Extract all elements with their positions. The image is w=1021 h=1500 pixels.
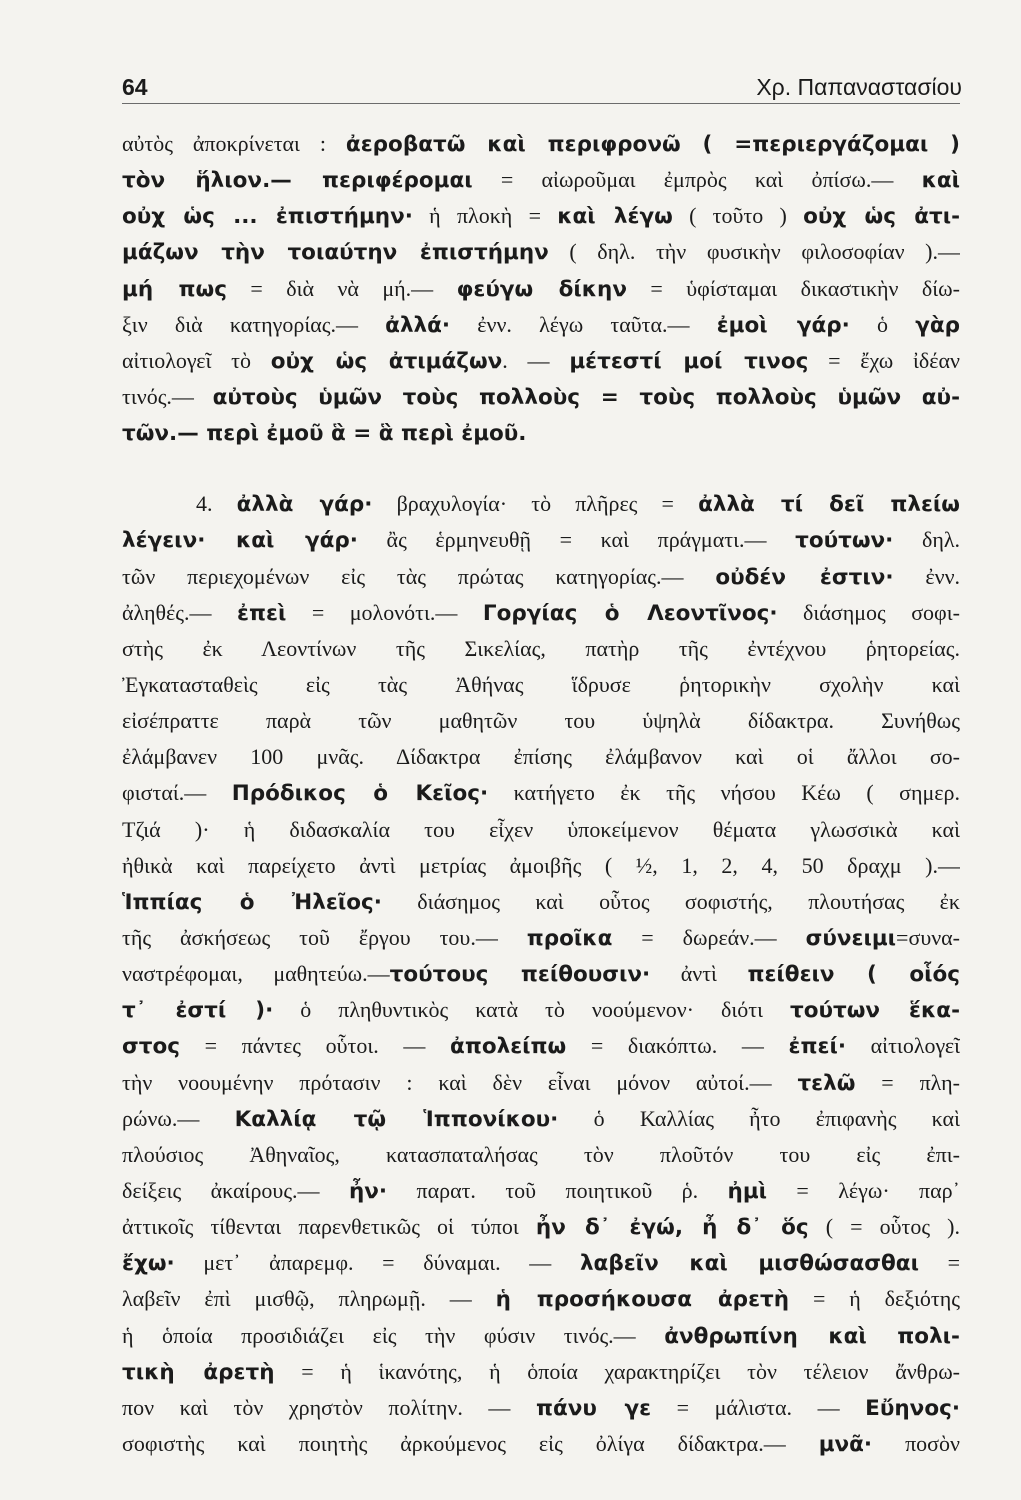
text-line (122, 1245, 960, 1281)
text-run: ἐνν. λέγω ταῦτα.— (450, 311, 717, 337)
text-run: ( τοῦτο ) (672, 203, 804, 229)
text-line (122, 1137, 960, 1173)
text-run: αὐτὸς ἀποκρίνεται : (122, 131, 346, 156)
text-run: = δωρεάν.— (612, 924, 806, 950)
bold-term: προῖκα (526, 925, 613, 951)
text-run: τινός.— (122, 383, 213, 409)
text-run: σοφιστὴς καὶ ποιητὴς ἀρκούμενος εἰς ὀλίγα δίδακτρα.— (122, 1430, 819, 1456)
bold-term: λαβεῖν καὶ μισθώσασθαι (579, 1251, 919, 1277)
bold-term: τὸν ἥλιον.— περιφέρομαι (122, 168, 473, 194)
text-run: ναστρέφομαι, μαθητεύω.— (122, 961, 390, 987)
text-line (122, 198, 960, 234)
text-line (122, 631, 960, 667)
text-line (122, 920, 960, 956)
text-run: ἐνν. (893, 563, 960, 589)
text-run: πον καὶ τὸν χρηστὸν πολίτην. — (122, 1394, 536, 1420)
text-run: ἡ ὁποία προσιδιάζει εἰς τὴν φύσιν τινός.— (122, 1322, 665, 1348)
text-run: φισταί.— (122, 780, 232, 806)
text-run: =συνα- (896, 924, 960, 950)
bold-term: Καλλίᾳ τῷ Ἱππονίκου· (234, 1106, 559, 1132)
text-line (122, 162, 960, 198)
text-line (122, 522, 960, 558)
text-run: = (918, 1250, 960, 1276)
text-line (122, 703, 960, 739)
paragraph-1 (122, 126, 960, 451)
text-run: τῶν περιεχομένων εἰς τὰς πρώτας κατηγορίας.— (122, 563, 716, 589)
bold-term: ἀπολείπω (450, 1034, 567, 1060)
text-run: τῆς ἀσκήσεως τοῦ ἔργου του.— (122, 924, 527, 950)
text-run: = πάντες οὗτοι. — (179, 1033, 451, 1059)
text-run: = διακόπτω. — (566, 1033, 789, 1059)
text-line (122, 956, 960, 992)
bold-term: σύνειμι (805, 925, 897, 951)
text-run: = ἡ δεξιότης (789, 1286, 960, 1312)
text-line (122, 271, 960, 307)
text-run: = ὑφίσταμαι δικαστικὴν δίω- (626, 275, 960, 301)
text-line (122, 343, 960, 379)
bold-term: τικὴ ἀρετὴ (122, 1359, 275, 1385)
bold-term: τ᾽ ἐστί )· (122, 998, 274, 1024)
text-run: Ἐγκατασταθεὶς εἰς τὰς Ἀθήνας ἵδρυσε ῥητορικὴν σχολὴν καὶ (122, 671, 960, 697)
text-line (122, 234, 960, 270)
text-run: = ἡ ἱκανότης, ἡ ὁποία χαρακτηρίζει τὸν τέλειον ἄνθρω- (274, 1358, 960, 1384)
bold-term: ἠμὶ (727, 1178, 768, 1204)
text-run: διάσημος καὶ οὗτος σοφιστής, πλουτήσας ἐκ (381, 888, 960, 914)
text-run: ἀττικοῖς τίθενται παρενθετικῶς οἱ τύποι (122, 1214, 536, 1240)
text-line (122, 1028, 960, 1064)
text-run: δείξεις ἀκαίρους.— (122, 1177, 349, 1203)
running-head: Χρ. Παπαναστασίου (756, 74, 962, 100)
text-run: ( = οὗτος ). (808, 1214, 960, 1240)
text-line (122, 1209, 960, 1245)
text-run: ( δηλ. τὴν φυσικὴν φιλοσοφίαν ).— (548, 239, 960, 265)
text-run: ὁ Καλλίας ἦτο ἐπιφανὴς καὶ (558, 1105, 960, 1131)
text-run: = πλη- (855, 1069, 960, 1095)
text-line (122, 486, 960, 522)
text-run: . — (502, 347, 570, 373)
text-run: ξιν διὰ κατηγορίας.— (122, 311, 386, 337)
text-line (122, 1426, 960, 1462)
text-run: ἐλάμβανεν 100 μνᾶς. Δίδακτρα ἐπίσης ἐλάμβανον καὶ οἱ ἄλλοι σο- (122, 744, 960, 770)
text-run: πλούσιος Ἀθηναῖος, κατασπαταλήσας τὸν πλοῦτόν του εἰς ἐπι- (122, 1141, 960, 1167)
bold-term: ἀεροβατῶ καὶ περιφρονῶ ( =περιεργάζομαι ) (345, 132, 960, 157)
text-run: λαβεῖν ἐπὶ μισθῷ, πληρωμῇ. — (122, 1286, 496, 1312)
page-number: 64 (122, 74, 148, 100)
bold-term: μή πως (122, 276, 227, 302)
text-line (122, 379, 960, 415)
text-line (122, 1390, 960, 1426)
text-line (122, 992, 960, 1028)
bold-term: πάνυ γε (535, 1395, 652, 1421)
bold-term: λέγειν· καὶ γάρ· (122, 528, 358, 554)
text-run: αἰτιολογεῖ τὸ (122, 347, 271, 373)
bold-term: γὰρ (915, 312, 960, 338)
text-run: ποσὸν (872, 1430, 960, 1456)
text-line (122, 884, 960, 920)
bold-term: ἔχω· (122, 1251, 175, 1277)
bold-term: φεύγω δίκην (456, 276, 627, 302)
bold-term: ἐπεὶ (237, 600, 287, 626)
bold-term: ἐπεί· (788, 1034, 846, 1060)
bold-term: ἦν· (348, 1178, 388, 1204)
text-line (122, 848, 960, 884)
text-line (122, 595, 960, 631)
header-rule (122, 103, 960, 104)
bold-term: ἀλλὰ γάρ· (236, 492, 373, 518)
bold-term: τούτων ἕκα- (790, 998, 960, 1024)
bold-term: οὐχ ὡς ἀτι- (803, 204, 960, 230)
text-run: παρατ. τοῦ ποιητικοῦ ῥ. (387, 1177, 728, 1203)
bold-term: οὐχ ὡς ... ἐπιστήμην· (122, 204, 413, 230)
bold-term: μάζων τὴν τοιαύτην ἐπιστήμην (122, 240, 549, 266)
text-run: ἡ πλοκὴ = (412, 203, 558, 229)
paragraph-gap (122, 451, 960, 486)
text-run: ὁ πληθυντικὸς κατὰ τὸ νοούμενον· διότι (273, 997, 791, 1023)
text-run: = μάλιστα. — (651, 1394, 866, 1420)
text-run: = μολονότι.— (286, 599, 483, 625)
text-run: βραχυλογία· τὸ πλῆρες = (372, 491, 699, 517)
text-line (122, 1354, 960, 1390)
text-run: ἠθικὰ καὶ παρείχετο ἀντὶ μετρίας ἀμοιβῆς ( ½, 1, 2, 4, 50 δραχμ ).— (122, 852, 960, 878)
text-run: εἰσέπραττε παρὰ τῶν μαθητῶν του ὑψηλὰ δίδακτρα. Συνήθως (122, 708, 960, 734)
bold-term: μέτεστί μοί τινος (569, 348, 809, 374)
text-line (122, 559, 960, 595)
text-run: 4. (196, 491, 237, 517)
bold-term: τελῶ (797, 1070, 856, 1096)
text-run: = λέγω· παρ᾽ (767, 1177, 960, 1203)
text-run: = αἰωροῦμαι ἐμπρὸς καὶ ὀπίσω.— (472, 167, 922, 193)
text-line (122, 739, 960, 775)
bold-term: Γοργίας ὁ Λεοντῖνος· (482, 600, 778, 626)
bold-term: τούτους πείθουσιν· (389, 962, 651, 988)
bold-term: καὶ λέγω (557, 204, 673, 230)
text-run: κατήγετο ἐκ τῆς νήσου Κέω ( σημερ. (488, 780, 960, 806)
bold-term: ἀλλά· (385, 312, 451, 338)
text-body (122, 126, 960, 1462)
text-run: αἰτιολογεῖ (846, 1033, 960, 1059)
bold-term: ἀλλὰ τί δεῖ πλείω (698, 492, 960, 518)
text-line (122, 1281, 960, 1317)
paragraph-2 (122, 486, 960, 1462)
page-header (122, 74, 962, 104)
text-run: ἀληθές.— (122, 599, 237, 625)
text-line (122, 775, 960, 811)
bold-term: ἡ προσήκουσα ἀρετὴ (495, 1287, 790, 1313)
bold-term: ἦν δ᾽ ἐγώ, ἦ δ᾽ ὅς (535, 1215, 809, 1241)
text-line (122, 1065, 960, 1101)
bold-term: ἐμοὶ γάρ· (716, 312, 850, 338)
bold-term: Πρόδικος ὁ Κεῖος· (231, 781, 489, 807)
bold-term: οὐχ ὡς ἀτιμάζων (270, 348, 503, 374)
text-run: Τζιά )· ἡ διδασκαλία του εἶχεν ὑποκείμενον θέματα γλωσσικὰ καὶ (122, 816, 960, 842)
text-line (122, 415, 960, 451)
bold-term: τούτων· (795, 528, 894, 554)
bold-term: πείθειν ( οἷός (747, 962, 960, 988)
text-line (122, 307, 960, 343)
text-run: ἀντὶ (650, 961, 748, 987)
bold-term: οὐδέν ἐστιν· (715, 564, 894, 590)
text-run: ἂς ἑρμηνευθῇ = καὶ πράγματι.— (357, 527, 796, 553)
text-line (122, 1318, 960, 1354)
text-run: μετ᾽ ἀπαρεμφ. = δύναμαι. — (174, 1250, 580, 1276)
text-run: = διὰ νὰ μή.— (226, 275, 457, 301)
text-line (122, 1173, 960, 1209)
text-run: = ἔχω ἰδέαν (808, 347, 960, 373)
bold-term: καὶ (921, 168, 960, 194)
bold-term: αὐτοὺς ὑμῶν τοὺς πολλοὺς = τοὺς πολλοὺς ὑμῶν αὐ- (212, 384, 960, 410)
bold-term: μνᾶ· (818, 1431, 873, 1457)
bold-term: ἀνθρωπίνη καὶ πολι- (664, 1323, 960, 1349)
text-run: ρώνω.— (122, 1105, 235, 1131)
bold-term: Εὔηνος· (865, 1395, 960, 1421)
text-line (122, 1101, 960, 1137)
text-run: δηλ. (893, 527, 960, 553)
text-run: στὴς ἐκ Λεοντίνων τῆς Σικελίας, πατὴρ τῆς ἐντέχνου ῥητορείας. (122, 635, 960, 661)
text-run: τὴν νοουμένην πρότασιν : καὶ δὲν εἶναι μόνον αὐτοί.— (122, 1069, 798, 1095)
bold-term: τῶν.— περὶ ἐμοῦ ἃ = ἃ περὶ ἐμοῦ. (122, 421, 527, 447)
text-run: ὁ (849, 311, 916, 337)
bold-term: Ἱππίας ὁ Ἠλεῖος· (122, 889, 382, 915)
text-run: διάσημος σοφι- (777, 599, 960, 625)
text-line (122, 667, 960, 703)
bold-term: στος (122, 1034, 180, 1060)
text-line (122, 812, 960, 848)
text-line (122, 126, 960, 162)
